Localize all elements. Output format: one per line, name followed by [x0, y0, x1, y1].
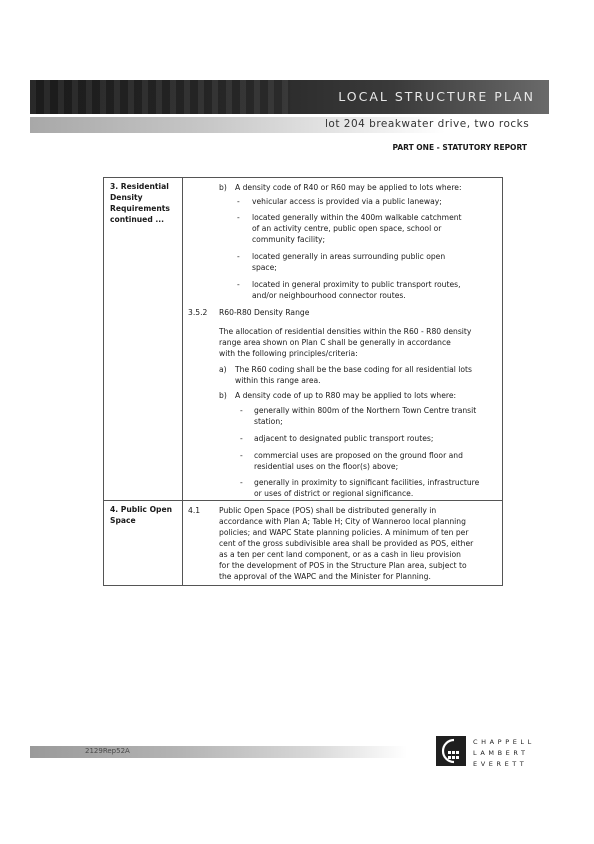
section-paragraph: The allocation of residential densities within the R60 - R80 density range area shown on Plan C shall be generally in accordance with the following principles/criteria: [219, 327, 472, 358]
document-code: 2129Rep52A [85, 747, 130, 755]
logo-word: LAMBERT [473, 749, 529, 757]
document-title: LOCAL STRUCTURE PLAN [338, 89, 535, 104]
item-text: The R60 coding shall be the base coding for all residential lots within this range area. [235, 365, 472, 385]
bullet-text: located generally within the 400m walkable catchment of an activity centre, public open space, school or community facility; [252, 213, 462, 244]
item-text: A density code of R40 or R60 may be applied to lots where: [235, 183, 462, 192]
bullet-dash: - [240, 478, 243, 487]
row-heading-residential-density: 3. Residential Density Requirements continued ... [110, 182, 170, 224]
subtitle-banner [30, 117, 549, 133]
logo-word: CHAPPELL [473, 738, 535, 746]
bullet-text: commercial uses are proposed on the ground floor and residential uses on the floor(s) above; [254, 451, 463, 471]
document-subtitle: lot 204 breakwater drive, two rocks [325, 118, 530, 130]
item-label: a) [219, 365, 227, 374]
company-logo-icon [436, 736, 466, 766]
report-part-label: PART ONE - STATUTORY REPORT [392, 143, 527, 152]
item-label: b) [219, 183, 227, 192]
bullet-dash: - [237, 197, 240, 206]
bullet-text: adjacent to designated public transport routes; [254, 434, 434, 443]
bullet-dash: - [237, 213, 240, 222]
section-title: R60-R80 Density Range [219, 308, 310, 317]
table-column-divider [182, 177, 183, 585]
bullet-dash: - [240, 406, 243, 415]
row-heading-public-open-space: 4. Public Open Space [110, 505, 173, 525]
bullet-text: vehicular access is provided via a public laneway; [252, 197, 442, 206]
logo-word: EVERETT [473, 760, 528, 768]
bullet-text: generally in proximity to significant facilities, infrastructure or uses of district or regional significance. [254, 478, 480, 498]
bullet-dash: - [240, 451, 243, 460]
banner-texture [30, 80, 290, 114]
section-number: 3.5.2 [188, 308, 208, 317]
bullet-text: located generally in areas surrounding public open space; [252, 252, 446, 272]
clause-number: 4.1 [188, 506, 201, 515]
bullet-dash: - [240, 434, 243, 443]
header-banner [30, 80, 549, 114]
clause-paragraph: Public Open Space (POS) shall be distributed generally in accordance with Plan A; Table H; City of Wanneroo local planning policies; and WAPC State planning policies. A minimum of ten per cent of the gross subdivisible area shall be provided as POS, either as a ten per cent land component, or as a cash in lieu provision for the development of POS in the Structure Plan area, subject to the approval of the WAPC and the Minister for Planning. [219, 506, 474, 581]
bullet-text: generally within 800m of the Northern Town Centre transit station; [254, 406, 477, 426]
item-label: b) [219, 391, 227, 400]
footer-bar [30, 746, 407, 758]
table-row-divider [103, 500, 502, 501]
item-text: A density code of up to R80 may be applied to lots where: [235, 391, 457, 400]
bullet-dash: - [237, 252, 240, 261]
bullet-text: located in general proximity to public transport routes, and/or neighbourhood connector routes. [252, 280, 461, 300]
bullet-dash: - [237, 280, 240, 289]
